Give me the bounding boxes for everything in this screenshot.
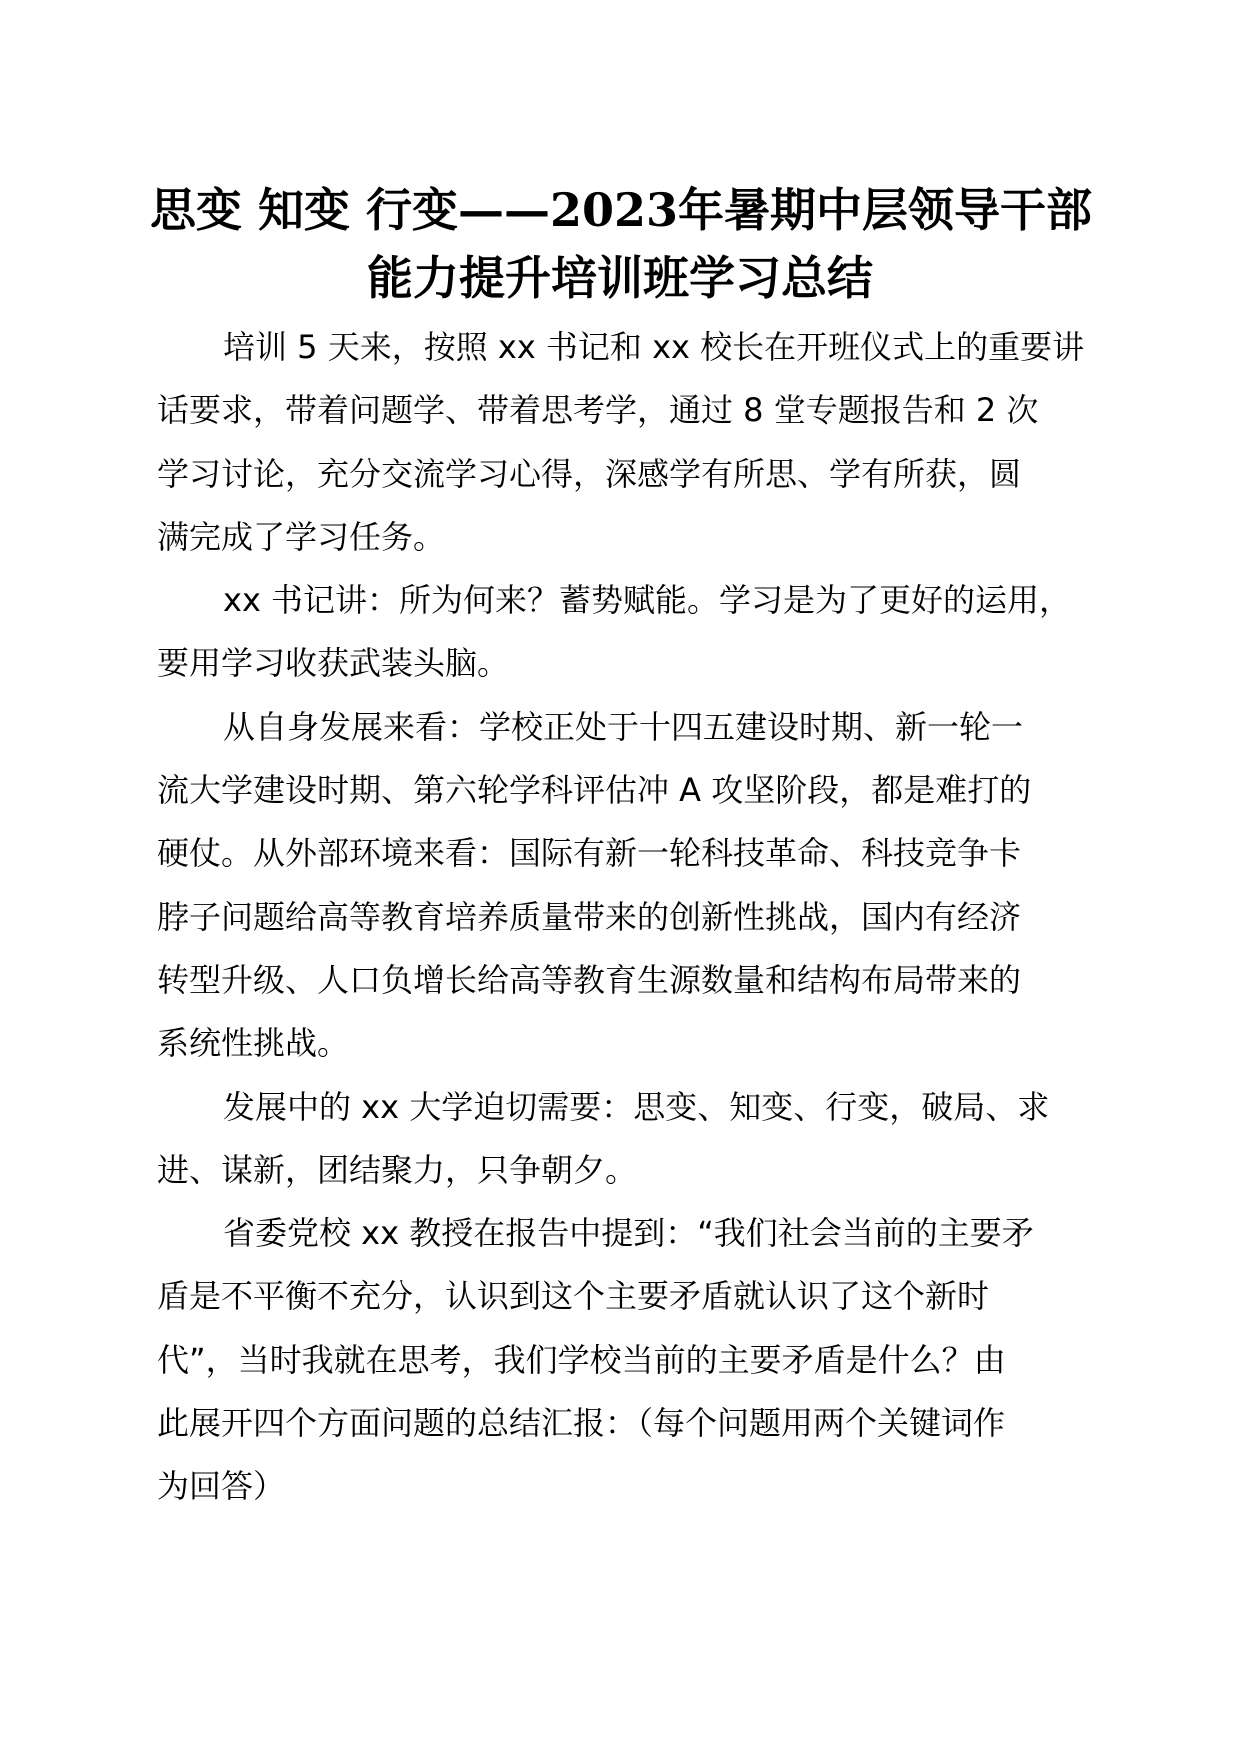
paragraph-professor-report <box>157 1202 1085 1518</box>
text-line: 话要求，带着问题学、带着思考学，通过 8 堂专题报告和 2 次 <box>157 391 1039 430</box>
text-line: xx 书记讲：所为何来？蓄势赋能。学习是为了更好的运用， <box>223 581 1072 620</box>
text-line: 要用学习收获武装头脑。 <box>157 644 510 683</box>
paragraph-university-needs <box>157 1076 1085 1203</box>
text-line: 系统性挑战。 <box>157 1024 350 1063</box>
text-line: 盾是不平衡不充分，认识到这个主要矛盾就认识了这个新时 <box>157 1277 990 1316</box>
text-line: 学习讨论，充分交流学习心得，深感学有所思、学有所获，圆 <box>157 454 1022 493</box>
text-line: 流大学建设时期、第六轮学科评估冲 A 攻坚阶段，都是难打的 <box>157 771 1032 810</box>
text-line: 为回答） <box>157 1467 286 1506</box>
title-line: 思变 知变 行变——2023年暑期中层领导干部 <box>150 183 1093 237</box>
text-line: 代”，当时我就在思考，我们学校当前的主要矛盾是什么？由 <box>157 1340 1006 1379</box>
text-line: 从自身发展来看：学校正处于十四五建设时期、新一轮一 <box>223 707 1024 746</box>
text-line: 脖子问题给高等教育培养质量带来的创新性挑战，国内有经济 <box>157 897 1022 936</box>
paragraph-secretary-remarks <box>157 569 1085 696</box>
text-line: 进、谋新，团结聚力，只争朝夕。 <box>157 1150 638 1189</box>
paragraph-training-overview <box>157 316 1085 569</box>
text-line: 此展开四个方面问题的总结汇报：（每个问题用两个关键词作 <box>157 1404 1006 1443</box>
paragraph-development-context <box>157 696 1085 1076</box>
text-line: 省委党校 xx 教授在报告中提到：“我们社会当前的主要矛 <box>223 1214 1034 1253</box>
text-line: 培训 5 天来，按照 xx 书记和 xx 校长在开班仪式上的重要讲 <box>223 328 1085 366</box>
document-title <box>150 176 1093 312</box>
text-line: 满完成了学习任务。 <box>157 517 446 556</box>
document-body <box>157 316 1085 1519</box>
title-line: 能力提升培训班学习总结 <box>367 251 873 305</box>
text-line: 转型升级、人口负增长给高等教育生源数量和结构布局带来的 <box>157 960 1022 999</box>
text-line: 发展中的 xx 大学迫切需要：思变、知变、行变，破局、求 <box>223 1087 1050 1126</box>
text-line: 硬仗。从外部环境来看：国际有新一轮科技革命、科技竞争卡 <box>157 834 1022 873</box>
